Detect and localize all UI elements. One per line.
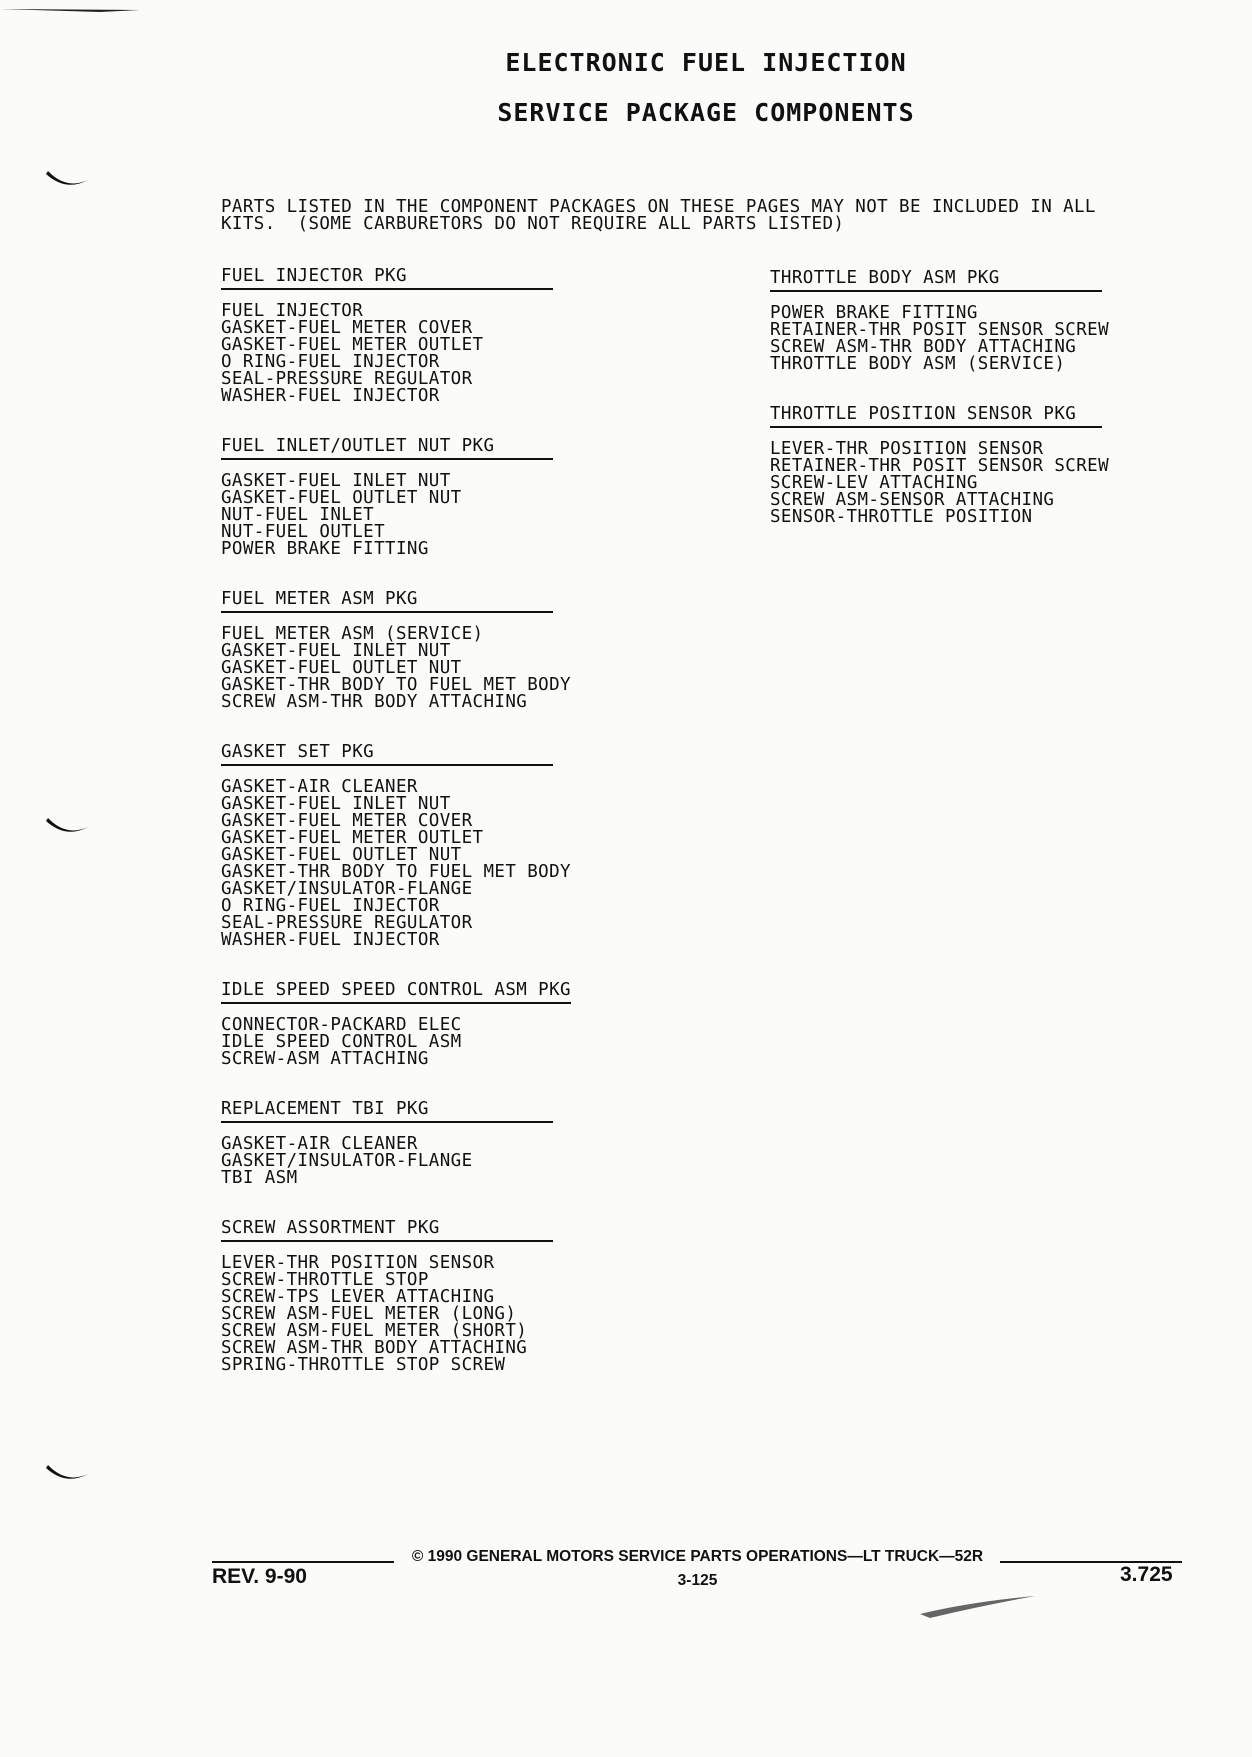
package-item-list [221, 1017, 641, 1068]
package-section [770, 404, 1190, 526]
package-item-list [221, 1136, 641, 1187]
package-item: GASKET/INSULATOR-FLANGE [221, 879, 473, 899]
package-section [221, 436, 641, 558]
package-section [221, 980, 641, 1068]
package-section [221, 589, 641, 711]
scan-mark-top-left [0, 0, 150, 19]
package-section [221, 266, 641, 405]
package-item: SCREW-THROTTLE STOP [221, 1270, 429, 1290]
package-title: SCREW ASSORTMENT PKG [221, 1218, 553, 1242]
package-item: GASKET-THR BODY TO FUEL MET BODY [221, 675, 571, 695]
package-item: SCREW-ASM ATTACHING [221, 1049, 429, 1069]
package-item: SCREW-LEV ATTACHING [770, 473, 978, 493]
package-item: LEVER-THR POSITION SENSOR [770, 439, 1044, 459]
punch-hole-mark-bottom [44, 1462, 90, 1488]
package-item: SPRING-THROTTLE STOP SCREW [221, 1355, 506, 1375]
package-item: GASKET-FUEL METER OUTLET [221, 335, 484, 355]
right-column [770, 268, 1190, 557]
package-item: TBI ASM [221, 1168, 298, 1188]
package-item: SCREW-TPS LEVER ATTACHING [221, 1287, 495, 1307]
page-number: 3.725 [1120, 1563, 1173, 1586]
package-item: CONNECTOR-PACKARD ELEC [221, 1015, 462, 1035]
package-title: FUEL INLET/OUTLET NUT PKG [221, 436, 553, 460]
package-item: GASKET-FUEL INLET NUT [221, 794, 451, 814]
package-item: O RING-FUEL INJECTOR [221, 352, 440, 372]
page-title: ELECTRONIC FUEL INJECTION [505, 48, 907, 77]
package-item: O RING-FUEL INJECTOR [221, 896, 440, 916]
scan-smudge-bottom [920, 1590, 1040, 1624]
package-item-list [770, 441, 1190, 526]
package-item: SEAL-PRESSURE REGULATOR [221, 913, 473, 933]
package-item: LEVER-THR POSITION SENSOR [221, 1253, 495, 1273]
package-item: POWER BRAKE FITTING [221, 539, 429, 559]
package-item-list [221, 1255, 641, 1374]
package-item: FUEL INJECTOR [221, 301, 364, 321]
package-title: REPLACEMENT TBI PKG [221, 1099, 553, 1123]
package-item: GASKET-FUEL METER COVER [221, 811, 473, 831]
package-item: GASKET-FUEL INLET NUT [221, 471, 451, 491]
revision-label: REV. 9-90 [212, 1565, 307, 1588]
package-item: SEAL-PRESSURE REGULATOR [221, 369, 473, 389]
package-item: NUT-FUEL INLET [221, 505, 375, 525]
package-item: SCREW ASM-THR BODY ATTACHING [221, 1338, 528, 1358]
footer-rule-left [212, 1561, 394, 1563]
package-item: SCREW ASM-FUEL METER (SHORT) [221, 1321, 528, 1341]
package-item: SCREW ASM-THR BODY ATTACHING [221, 692, 528, 712]
package-item: THROTTLE BODY ASM (SERVICE) [770, 354, 1066, 374]
package-item: SCREW ASM-FUEL METER (LONG) [221, 1304, 517, 1324]
package-item-list [221, 473, 641, 558]
package-item-list [221, 779, 641, 949]
punch-hole-mark-middle [44, 815, 90, 841]
package-item-list [221, 626, 641, 711]
package-item: NUT-FUEL OUTLET [221, 522, 386, 542]
package-item: POWER BRAKE FITTING [770, 303, 978, 323]
package-item: SENSOR-THROTTLE POSITION [770, 507, 1033, 527]
package-title: IDLE SPEED SPEED CONTROL ASM PKG [221, 980, 571, 1004]
left-column [221, 266, 641, 1405]
package-section [221, 1099, 641, 1187]
package-title: FUEL INJECTOR PKG [221, 266, 553, 290]
package-item: WASHER-FUEL INJECTOR [221, 930, 440, 950]
package-item: SCREW ASM-THR BODY ATTACHING [770, 337, 1077, 357]
package-item: GASKET-FUEL OUTLET NUT [221, 658, 462, 678]
package-item: FUEL METER ASM (SERVICE) [221, 624, 484, 644]
package-title: GASKET SET PKG [221, 742, 553, 766]
package-section [770, 268, 1190, 373]
intro-note: PARTS LISTED IN THE COMPONENT PACKAGES ON THESE PAGES MAY NOT BE INCLUDED IN ALL KITS. (SOME CARBURETORS DO NOT REQUIRE ALL PARTS LISTED) [221, 197, 1096, 234]
package-item: GASKET-FUEL METER COVER [221, 318, 473, 338]
footer-page-ref: 3-125 [677, 1572, 718, 1589]
package-item: RETAINER-THR POSIT SENSOR SCREW [770, 320, 1110, 340]
package-item: GASKET-FUEL OUTLET NUT [221, 488, 462, 508]
package-item: IDLE SPEED CONTROL ASM [221, 1032, 462, 1052]
package-title: FUEL METER ASM PKG [221, 589, 553, 613]
package-item: GASKET-AIR CLEANER [221, 1134, 418, 1154]
package-section [221, 1218, 641, 1374]
page-subtitle: SERVICE PACKAGE COMPONENTS [497, 98, 915, 127]
package-item-list [770, 305, 1190, 373]
package-title: THROTTLE BODY ASM PKG [770, 268, 1102, 292]
package-section [221, 742, 641, 949]
package-item: SCREW ASM-SENSOR ATTACHING [770, 490, 1055, 510]
package-item: GASKET-AIR CLEANER [221, 777, 418, 797]
punch-hole-mark-top [44, 168, 90, 194]
package-item: GASKET-THR BODY TO FUEL MET BODY [221, 862, 571, 882]
package-item: GASKET/INSULATOR-FLANGE [221, 1151, 473, 1171]
footer-copyright: © 1990 GENERAL MOTORS SERVICE PARTS OPERATIONS—LT TRUCK—52R [411, 1548, 984, 1565]
package-item: RETAINER-THR POSIT SENSOR SCREW [770, 456, 1110, 476]
package-title: THROTTLE POSITION SENSOR PKG [770, 404, 1102, 428]
package-item: GASKET-FUEL METER OUTLET [221, 828, 484, 848]
package-item: GASKET-FUEL OUTLET NUT [221, 845, 462, 865]
package-item: GASKET-FUEL INLET NUT [221, 641, 451, 661]
package-item: WASHER-FUEL INJECTOR [221, 386, 440, 406]
package-item-list [221, 303, 641, 405]
